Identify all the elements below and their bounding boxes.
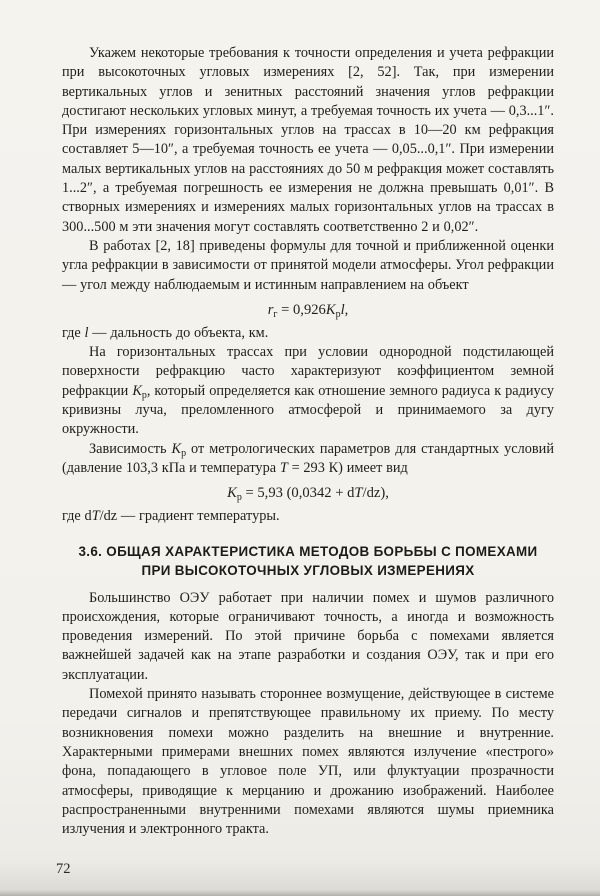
formula-refraction-angle: $r_г = 0,926K_рl$,	[267, 301, 349, 320]
formula-where-clause-distance: где l — дальность до объекта, км.	[62, 324, 269, 341]
paragraph-interference-definition: Помехой принято называть стороннее возмущение, действующее в системе передачи сигналов и препятствующее правильному их приему. По месту возникновения помехи можно разделить на внешние и внутренние. Характерными примерами внешних помех являются излучение «пестрого» фона, попадающего в угловое поле УП, или флуктуации прозрачности атмосферы, приводящие к мерцанию и дрожанию изображений. Наиболее распространенными внутренними помехами являются шумы приемника излучения и электронного тракта.	[62, 686, 554, 838]
section-heading-3-6	[62, 542, 554, 580]
paragraph-refraction-angle-definition: В работах [2, 18] приведены формулы для точной и приближенной оценки угла рефракции в зависимости от принятой модели атмосферы. Угол рефракции — угол между наблюдаемым и истинным направлением на объект	[62, 237, 554, 293]
paragraph-oeu-noise-intro: Большинство ОЭУ работает при наличии помех и шумов различного происхождения, которые ограничивают точность, а иногда и возможность проведения измерений. По этой причине борьба с помехами является важнейшей задачей как на этапе разработки и создания ОЭУ, так и при его эксплуатации.	[62, 589, 554, 683]
section-heading-line-2: ПРИ ВЫСОКОТОЧНЫХ УГЛОВЫХ ИЗМЕРЕНИЯХ	[141, 562, 475, 578]
formula-refraction-coefficient: $K_р = 5,93$ (0,0342 + dT/dz),	[227, 485, 389, 504]
page-text-block	[62, 44, 554, 839]
section-heading-line-1: 3.6. ОБЩАЯ ХАРАКТЕРИСТИКА МЕТОДОВ БОРЬБЫ С ПОМЕХАМИ	[78, 543, 538, 559]
paragraph-refraction-accuracy-requirements: Укажем некоторые требования к точности определения и учета рефракции при высокоточных угловых измерениях [2, 52]. Так, при измерении вертикальных углов и зенитных расстояний значения углов рефракции достигают нескольких угловых минут, а требуемая точность их учета — 0,3...1″. При измерениях горизонтальных углов на трассах в 10—20 км рефракция составляет 5—10″, а требуемая точность ее учета — 0,05...0,1″. При измерении малых вертикальных углов на расстояниях до 50 м рефракция может составлять 1...2″, а требуемая погрешность ее измерения не должна превышать 0,01″. В створных измерениях и измерениях малых горизонтальных углов на трассах в 300...500 м эти значения могут составлять соответственно 2 и 0,02″.	[62, 45, 554, 235]
paragraph-coefficient-dependence: Зависимость $K_р$ от метрологических параметров для стандартных условий (давление 103,3 кПа и температура T = 293 К) имеет вид	[62, 440, 554, 476]
formula-where-clause-gradient: где dT/dz — градиент температуры.	[62, 508, 280, 525]
paragraph-earth-refraction-coefficient: На горизонтальных трассах при условии однородной подстилающей поверхности рефракцию часто характеризуют коэффициентом земной рефракции $K_р$, который определяется как отношение земного радиуса к радиусу кривизны луча, преломленного атмосферой и принимаемого за дугу окружности.	[62, 344, 554, 438]
page-number: 72	[56, 861, 71, 877]
